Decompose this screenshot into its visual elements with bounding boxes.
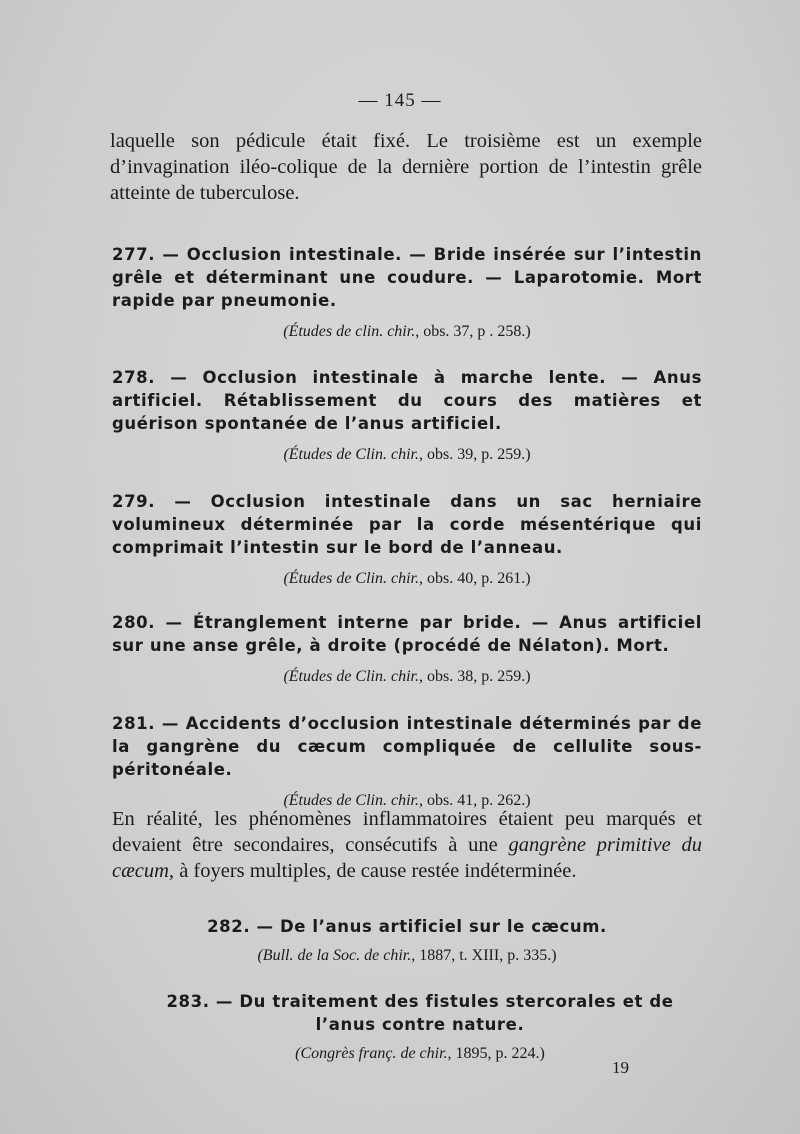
entry-278 (112, 366, 702, 465)
entry-279 (112, 490, 702, 589)
entry-277 (112, 243, 702, 342)
intro-paragraph: laquelle son pédicule était fixé. Le troisième est un exemple d’invagination iléo-colique de la dernière portion de l’intestin grêle atteinte de tuberculose. (110, 130, 702, 204)
entry-title: 279. — Occlusion intestinale dans un sac herniaire volumineux déterminée par la corde mésentérique qui comprimait l’intestin sur le bord de l’anneau. (112, 492, 702, 557)
entry-title: 281. — Accidents d’occlusion intestinale déterminés par de la gangrène du cæcum compliquée de cellulite sous-péritonéale. (112, 714, 702, 779)
entry-title: 278. — Occlusion intestinale à marche lente. — Anus artificiel. Rétablissement du cours des matières et guérison spontanée de l’anus artificiel. (112, 368, 702, 433)
entry-reference: (Études de Clin. chir., obs. 38, p. 259.) (283, 668, 531, 685)
entry-title: 280. — Étranglement interne par bride. — Anus artificiel sur une anse grêle, à droite (procédé de Nélaton). Mort. (112, 613, 702, 655)
entry-reference: (Études de clin. chir., obs. 37, p . 258.) (283, 323, 531, 340)
entry-280 (112, 611, 702, 687)
entry-281 (112, 712, 702, 811)
entry-title: 283. — Du traitement des fistules stercorales et de l’anus contre nature. (166, 992, 674, 1034)
body-paragraph: En réalité, les phénomènes inflammatoires étaient peu marqués et devaient être secondaires, consécutifs à une gangrène primitive du cæcum, à foyers multiples, de cause restée indéterminée. (112, 808, 702, 882)
entry-title: 282. — De l’anus artificiel sur le cæcum. (207, 917, 607, 936)
entry-283 (150, 990, 690, 1064)
page-number: — 145 — (358, 90, 442, 111)
entry-reference: (Études de Clin. chir., obs. 39, p. 259.) (283, 446, 531, 463)
entry-reference: (Études de Clin. chir., obs. 41, p. 262.) (283, 792, 531, 809)
entry-reference: (Études de Clin. chir., obs. 40, p. 261.) (283, 570, 531, 587)
entry-reference: (Bull. de la Soc. de chir., 1887, t. XIII, p. 335.) (257, 947, 557, 964)
entry-282 (112, 915, 702, 966)
entry-title: 277. — Occlusion intestinale. — Bride insérée sur l’intestin grêle et déterminant une coudure. — Laparotomie. Mort rapide par pneumonie. (112, 245, 702, 310)
entry-reference: (Congrès franç. de chir., 1895, p. 224.) (295, 1045, 545, 1062)
signature-mark: 19 (612, 1058, 629, 1077)
